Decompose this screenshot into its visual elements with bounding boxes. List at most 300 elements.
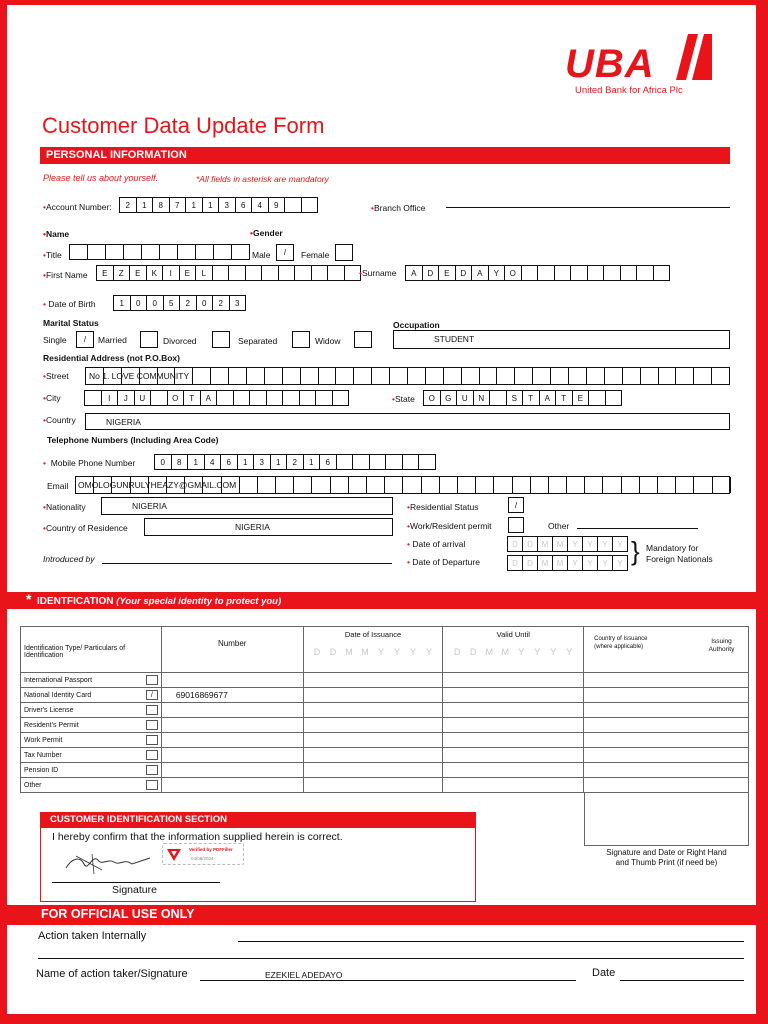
char-box[interactable] <box>385 454 403 470</box>
arrival-boxes[interactable] <box>508 536 628 552</box>
grid-cell <box>549 477 567 493</box>
char-box[interactable] <box>327 265 345 281</box>
char-box[interactable]: 1 <box>136 197 154 213</box>
grid-cell <box>476 477 494 493</box>
char-box[interactable]: A <box>405 265 423 281</box>
taker-label: Name of action taker/Signature <box>36 968 188 980</box>
id-type-checkbox[interactable] <box>146 675 158 685</box>
surname-label: •Surname <box>359 268 397 278</box>
char-box[interactable]: N <box>473 390 491 406</box>
uba-logo: UBA <box>565 42 655 86</box>
grid-cell <box>694 477 712 493</box>
char-box[interactable]: Y <box>612 536 628 552</box>
married-checkbox[interactable] <box>140 331 158 348</box>
id-type-checkbox[interactable] <box>146 720 158 730</box>
table-row <box>21 703 749 718</box>
id-number-cell[interactable] <box>161 718 303 733</box>
char-box[interactable]: D <box>507 536 523 552</box>
grid-cell <box>211 368 229 384</box>
char-box[interactable]: E <box>179 265 197 281</box>
email-field[interactable]: OMOLOGUNRULYHEAZY@GMAIL.COM <box>75 476 730 494</box>
frame-bottom <box>0 1014 768 1024</box>
occupation-field[interactable]: STUDENT <box>393 330 730 349</box>
char-box[interactable]: O <box>423 390 441 406</box>
grid-cell <box>603 477 621 493</box>
char-box[interactable]: G <box>440 390 458 406</box>
char-box[interactable]: 1 <box>270 454 288 470</box>
char-box[interactable]: Y <box>582 536 598 552</box>
char-box[interactable] <box>653 265 671 281</box>
char-box[interactable] <box>620 265 638 281</box>
date-mask-char: Y <box>518 647 525 657</box>
id-cell[interactable] <box>303 763 443 778</box>
residence-field[interactable]: NIGERIA <box>144 518 393 536</box>
char-box[interactable]: 2 <box>286 454 304 470</box>
char-box[interactable] <box>311 265 329 281</box>
id-type-checkbox[interactable] <box>146 780 158 790</box>
personal-intro: Please tell us about yourself. <box>43 173 159 183</box>
char-box[interactable]: D <box>522 536 538 552</box>
char-box[interactable]: A <box>471 265 489 281</box>
char-box[interactable]: 0 <box>154 454 172 470</box>
char-box[interactable]: Z <box>113 265 131 281</box>
char-box[interactable]: A <box>200 390 218 406</box>
char-box[interactable]: 3 <box>229 295 247 311</box>
id-cell[interactable] <box>443 718 584 733</box>
date-mask-char: M <box>361 647 369 657</box>
grid-cell <box>480 368 498 384</box>
grid-cell <box>403 477 421 493</box>
thumb-label: Signature and Date or Right Hand and Thumb Print (if need be) <box>606 848 727 867</box>
char-box[interactable]: 3 <box>253 454 271 470</box>
grid-cell <box>385 477 403 493</box>
char-box[interactable]: 0 <box>130 295 148 311</box>
other-label: Other <box>548 521 570 531</box>
char-box[interactable]: D <box>507 555 523 571</box>
char-box[interactable] <box>87 244 106 260</box>
char-box[interactable]: U <box>134 390 152 406</box>
grid-cell <box>462 368 480 384</box>
email-label: Email <box>47 481 69 491</box>
signature-line[interactable] <box>52 882 220 883</box>
char-box[interactable]: Y <box>582 555 598 571</box>
id-cell[interactable] <box>303 748 443 763</box>
male-checkbox[interactable]: / <box>276 244 294 261</box>
id-cell[interactable] <box>584 703 749 718</box>
id-cell[interactable] <box>443 763 584 778</box>
id-cell[interactable] <box>303 688 443 703</box>
char-box[interactable]: 1 <box>303 454 321 470</box>
char-box[interactable] <box>587 265 605 281</box>
uba-logo-mark-icon <box>668 30 714 82</box>
grid-cell <box>585 477 603 493</box>
table-row <box>21 718 749 733</box>
grid-cell <box>551 368 569 384</box>
char-box[interactable] <box>228 265 246 281</box>
marital-status-label: Marital Status <box>43 318 99 328</box>
char-box[interactable] <box>418 454 436 470</box>
id-number-cell[interactable] <box>161 748 303 763</box>
confirm-text: I hereby confirm that the information supplied herein is correct. <box>52 831 343 843</box>
id-cell[interactable] <box>303 703 443 718</box>
date-mask-char: Y <box>378 647 385 657</box>
table-row <box>21 733 749 748</box>
grid-cell <box>641 368 659 384</box>
id-number-cell[interactable] <box>161 778 303 793</box>
grid-cell <box>494 477 512 493</box>
char-box[interactable] <box>231 244 250 260</box>
char-box[interactable]: M <box>537 536 553 552</box>
char-box[interactable]: 2 <box>179 295 197 311</box>
city-boxes[interactable] <box>85 390 349 406</box>
grid-cell <box>390 368 408 384</box>
char-box[interactable] <box>212 265 230 281</box>
verification-stamp: Verified by PDFFiller 04/08/2024 <box>162 843 244 865</box>
char-box[interactable] <box>315 390 333 406</box>
char-box[interactable]: 6 <box>220 454 238 470</box>
action-line-2[interactable] <box>38 958 744 959</box>
identification-band: * IDENTFICATION (Your special identity to protect you) <box>0 592 768 609</box>
other-field[interactable] <box>577 528 698 529</box>
nationality-field[interactable]: NIGERIA <box>101 497 393 515</box>
char-box[interactable] <box>177 244 196 260</box>
grid-cell <box>247 368 265 384</box>
char-box[interactable]: 1 <box>237 454 255 470</box>
grid-cell <box>319 368 337 384</box>
id-type-label: Driver's License <box>24 706 74 714</box>
date-mask-char: D <box>313 647 321 657</box>
brace-icon: } <box>631 536 640 566</box>
identification-table <box>20 626 749 793</box>
char-box[interactable]: Y <box>488 265 506 281</box>
residential-status-checkbox[interactable]: / <box>508 497 524 513</box>
id-cell[interactable] <box>584 718 749 733</box>
grid-cell <box>301 368 319 384</box>
char-box[interactable] <box>150 390 168 406</box>
table-row <box>21 763 749 778</box>
id-cell[interactable] <box>443 703 584 718</box>
char-box[interactable] <box>294 265 312 281</box>
char-box[interactable] <box>261 265 279 281</box>
grid-cell <box>458 477 476 493</box>
residence-label: •Country of Residence <box>43 523 128 533</box>
grid-cell <box>372 368 390 384</box>
action-line-1[interactable] <box>238 941 744 942</box>
char-box[interactable]: D <box>522 555 538 571</box>
id-number-cell[interactable] <box>161 733 303 748</box>
id-type-label: International Passport <box>24 676 93 684</box>
address-label: Residential Address (not P.O.Box) <box>43 353 180 363</box>
mandatory-note: *All fields in asterisk are mandatory <box>196 174 329 184</box>
char-box[interactable]: 8 <box>171 454 189 470</box>
char-box[interactable] <box>105 244 124 260</box>
grid-cell <box>349 477 367 493</box>
gender-label: •Gender <box>250 228 283 238</box>
char-box[interactable]: 0 <box>196 295 214 311</box>
char-box[interactable]: 1 <box>202 197 220 213</box>
char-box[interactable]: 1 <box>187 454 205 470</box>
grid-cell <box>426 368 444 384</box>
table-row <box>21 673 749 688</box>
char-box[interactable]: D <box>422 265 440 281</box>
char-box[interactable]: L <box>195 265 213 281</box>
char-box[interactable]: M <box>537 555 553 571</box>
date-line[interactable] <box>620 980 744 981</box>
char-box[interactable]: O <box>167 390 185 406</box>
grid-cell <box>605 368 623 384</box>
date-mask-char: Y <box>534 647 541 657</box>
id-cell[interactable] <box>584 763 749 778</box>
char-box[interactable] <box>123 244 142 260</box>
id-type-checkbox[interactable] <box>146 705 158 715</box>
id-cell[interactable] <box>303 778 443 793</box>
char-box[interactable]: M <box>552 536 568 552</box>
char-box[interactable] <box>301 197 319 213</box>
id-type-label: Tax Number <box>24 751 62 759</box>
grid-cell <box>694 368 712 384</box>
street-field[interactable]: No 1. LOVE COMMUNITY <box>85 367 730 385</box>
col-number-header: Number <box>161 627 303 673</box>
separated-label: Separated <box>238 336 278 346</box>
date-mask-char: Y <box>410 647 417 657</box>
char-box[interactable] <box>249 390 267 406</box>
state-label: •State <box>392 394 415 404</box>
char-box[interactable]: 9 <box>268 197 286 213</box>
id-number-cell[interactable]: 69016869677 <box>161 688 303 703</box>
taker-line[interactable] <box>200 980 576 981</box>
char-box[interactable]: D <box>455 265 473 281</box>
char-box[interactable] <box>141 244 160 260</box>
occupation-label: Occupation <box>393 320 440 330</box>
grid-cell <box>676 368 694 384</box>
account-number-boxes[interactable] <box>120 197 318 213</box>
char-box[interactable] <box>537 265 555 281</box>
street-label: •Street <box>43 371 69 381</box>
char-box[interactable] <box>588 390 606 406</box>
char-box[interactable]: 2 <box>212 295 230 311</box>
country-field[interactable]: NIGERIA <box>85 413 730 430</box>
grid-cell <box>265 368 283 384</box>
char-box[interactable]: 4 <box>251 197 269 213</box>
date-mask-char: Y <box>566 647 573 657</box>
id-number-cell[interactable] <box>161 673 303 688</box>
id-cell[interactable] <box>584 778 749 793</box>
char-box[interactable] <box>369 454 387 470</box>
foreign-note-2: Foreign Nationals <box>646 554 713 564</box>
char-box[interactable] <box>489 390 507 406</box>
char-box[interactable] <box>159 244 178 260</box>
date-mask-char: Y <box>394 647 401 657</box>
date-mask-char: M <box>501 647 510 657</box>
bank-name: United Bank for Africa Plc <box>575 85 683 96</box>
char-box[interactable] <box>299 390 317 406</box>
char-box[interactable] <box>278 265 296 281</box>
grid-cell <box>229 368 247 384</box>
grid-cell <box>408 368 426 384</box>
first-name-boxes[interactable] <box>97 265 361 281</box>
widow-checkbox[interactable] <box>354 331 372 348</box>
grid-cell <box>367 477 385 493</box>
grid-cell <box>515 368 533 384</box>
state-boxes[interactable] <box>424 390 622 406</box>
char-box[interactable] <box>245 265 263 281</box>
char-box[interactable]: Y <box>567 555 583 571</box>
char-box[interactable]: T <box>555 390 573 406</box>
female-checkbox[interactable] <box>335 244 353 261</box>
char-box[interactable] <box>352 454 370 470</box>
char-box[interactable] <box>554 265 572 281</box>
id-cell[interactable] <box>584 748 749 763</box>
residential-status-label: •Residential Status <box>407 502 479 512</box>
char-box[interactable]: T <box>522 390 540 406</box>
grid-cell <box>276 477 294 493</box>
grid-cell <box>567 477 585 493</box>
date-mask-char: D <box>329 647 337 657</box>
id-type-checkbox[interactable] <box>146 765 158 775</box>
introduced-field[interactable] <box>102 563 392 564</box>
id-type-checkbox[interactable] <box>146 750 158 760</box>
char-box[interactable]: I <box>101 390 119 406</box>
departure-label: • Date of Departure <box>407 557 480 567</box>
date-mask-char: D <box>470 647 477 657</box>
id-cell[interactable] <box>443 688 584 703</box>
char-box[interactable]: S <box>506 390 524 406</box>
telephone-label: Telephone Numbers (Including Area Code) <box>47 435 219 445</box>
char-box[interactable] <box>84 390 102 406</box>
char-box[interactable] <box>195 244 214 260</box>
char-box[interactable]: 1 <box>185 197 203 213</box>
col-valid-header: Valid Until D D M M Y Y Y Y <box>443 627 584 673</box>
grid-cell <box>713 477 731 493</box>
char-box[interactable]: 2 <box>119 197 137 213</box>
col-type-header: Identification Type/ Particulars of Identification <box>21 627 162 673</box>
char-box[interactable]: 3 <box>218 197 236 213</box>
grid-cell <box>354 368 372 384</box>
char-box[interactable]: 4 <box>204 454 222 470</box>
id-cell[interactable] <box>443 748 584 763</box>
char-box[interactable]: U <box>456 390 474 406</box>
dob-boxes[interactable] <box>114 295 246 311</box>
single-checkbox[interactable]: / <box>76 331 94 348</box>
id-cell[interactable] <box>584 688 749 703</box>
id-type-checkbox[interactable]: / <box>146 690 158 700</box>
char-box[interactable]: E <box>572 390 590 406</box>
char-box[interactable] <box>336 454 354 470</box>
char-box[interactable] <box>284 197 302 213</box>
char-box[interactable]: E <box>96 265 114 281</box>
id-cell[interactable] <box>443 733 584 748</box>
char-box[interactable]: J <box>117 390 135 406</box>
nationality-label: •Nationality <box>43 502 86 512</box>
taker-value: EZEKIEL ADEDAYO <box>265 970 343 980</box>
char-box[interactable]: 0 <box>146 295 164 311</box>
grid-cell <box>658 477 676 493</box>
id-cell[interactable] <box>584 733 749 748</box>
char-box[interactable] <box>603 265 621 281</box>
dob-label: • Date of Birth <box>43 299 96 309</box>
char-box[interactable]: 7 <box>169 197 187 213</box>
id-cell[interactable] <box>584 673 749 688</box>
char-box[interactable]: Y <box>612 555 628 571</box>
grid-cell <box>659 368 677 384</box>
char-box[interactable]: E <box>129 265 147 281</box>
id-type-label: Pension ID <box>24 766 59 774</box>
id-cell[interactable] <box>303 673 443 688</box>
char-box[interactable]: 8 <box>152 197 170 213</box>
grid-cell <box>422 477 440 493</box>
char-box[interactable] <box>402 454 420 470</box>
char-box[interactable] <box>233 390 251 406</box>
id-cell[interactable] <box>443 673 584 688</box>
title-label: •Title <box>43 250 62 260</box>
id-cell[interactable] <box>443 778 584 793</box>
char-box[interactable]: I <box>162 265 180 281</box>
id-number-cell[interactable] <box>161 763 303 778</box>
grid-cell <box>193 368 211 384</box>
char-box[interactable] <box>216 390 234 406</box>
char-box[interactable]: Y <box>597 536 613 552</box>
char-box[interactable]: 1 <box>113 295 131 311</box>
char-box[interactable]: M <box>552 555 568 571</box>
permit-checkbox[interactable] <box>508 517 524 533</box>
char-box[interactable] <box>69 244 88 260</box>
char-box[interactable]: A <box>539 390 557 406</box>
surname-boxes[interactable] <box>406 265 670 281</box>
introduced-label: Introduced by <box>43 554 95 564</box>
char-box[interactable]: Y <box>597 555 613 571</box>
char-box[interactable]: K <box>146 265 164 281</box>
char-box[interactable] <box>282 390 300 406</box>
id-number-cell[interactable] <box>161 703 303 718</box>
date-mask-char: Y <box>550 647 557 657</box>
char-box[interactable]: 5 <box>163 295 181 311</box>
char-box[interactable]: E <box>438 265 456 281</box>
date-mask-char: M <box>345 647 353 657</box>
thumbprint-box[interactable] <box>584 792 749 846</box>
char-box[interactable]: T <box>183 390 201 406</box>
grid-cell <box>640 477 658 493</box>
char-box[interactable]: 6 <box>319 454 337 470</box>
char-box[interactable] <box>521 265 539 281</box>
char-box[interactable] <box>636 265 654 281</box>
char-box[interactable] <box>570 265 588 281</box>
id-type-checkbox[interactable] <box>146 735 158 745</box>
char-box[interactable] <box>605 390 623 406</box>
id-cell[interactable] <box>303 718 443 733</box>
char-box[interactable] <box>213 244 232 260</box>
city-label: •City <box>43 393 61 403</box>
char-box[interactable]: Y <box>567 536 583 552</box>
grid-cell <box>531 477 549 493</box>
char-box[interactable]: O <box>504 265 522 281</box>
departure-boxes[interactable] <box>508 555 628 571</box>
char-box[interactable] <box>332 390 350 406</box>
frame-right <box>756 0 768 1024</box>
char-box[interactable]: 6 <box>235 197 253 213</box>
mobile-boxes[interactable] <box>155 454 436 470</box>
divorced-checkbox[interactable] <box>212 331 230 348</box>
date-mask-char: M <box>485 647 494 657</box>
account-number-label: •Account Number: <box>43 202 112 212</box>
id-cell[interactable] <box>303 733 443 748</box>
separated-checkbox[interactable] <box>292 331 310 348</box>
date-label: Date <box>592 967 616 979</box>
branch-office-field[interactable] <box>446 207 730 208</box>
title-boxes[interactable] <box>70 244 250 260</box>
char-box[interactable] <box>266 390 284 406</box>
id-type-label: Resident's Permit <box>24 721 79 729</box>
grid-cell <box>569 368 587 384</box>
